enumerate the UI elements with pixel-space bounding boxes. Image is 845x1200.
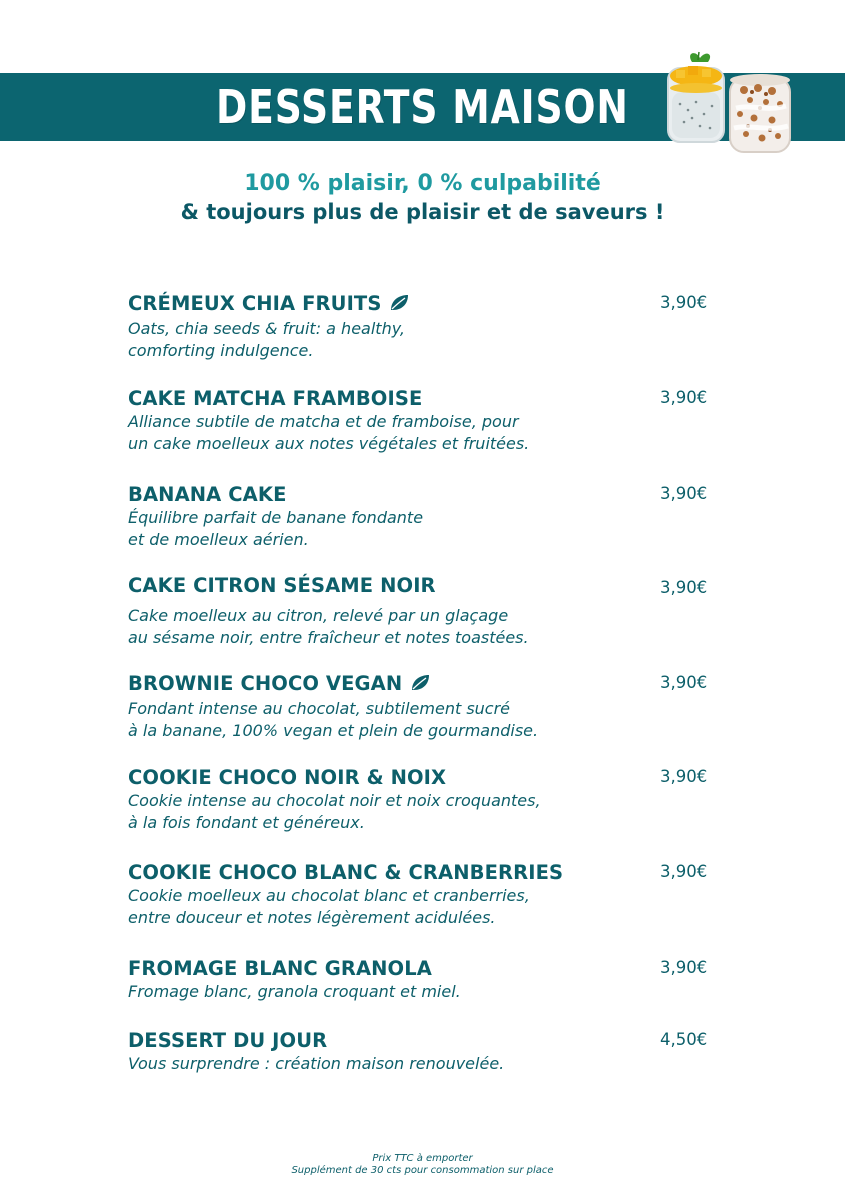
item-price: 3,90€ <box>660 673 708 692</box>
menu-item <box>128 574 728 649</box>
dessert-jars-image <box>662 48 802 160</box>
item-description: Vous surprendre : création maison renouvelée. <box>128 1054 505 1073</box>
item-name: FROMAGE BLANC GRANOLA <box>128 957 432 980</box>
menu-item <box>128 292 728 362</box>
item-description: Fondant intense au chocolat, subtilement sucré à la banane, 100% vegan et plein de gourmandise. <box>128 699 539 740</box>
item-price: 3,90€ <box>660 958 708 977</box>
item-price: 3,90€ <box>660 767 708 786</box>
item-name: CRÉMEUX CHIA FRUITS <box>128 292 382 315</box>
item-description: Cookie intense au chocolat noir et noix croquantes, à la fois fondant et généreux. <box>128 791 541 832</box>
item-description: Oats, chia seeds & fruit: a healthy, comforting indulgence. <box>128 319 406 360</box>
menu-item <box>128 1029 728 1075</box>
menu-item <box>128 861 728 929</box>
item-description: Équilibre parfait de banane fondante et de moelleux aérien. <box>128 508 424 549</box>
item-price: 4,50€ <box>660 1030 708 1049</box>
item-name: DESSERT DU JOUR <box>128 1029 328 1052</box>
item-description: Alliance subtile de matcha et de framboise, pour un cake moelleux aux notes végétales et fruitées. <box>128 412 530 453</box>
footer <box>0 1153 845 1177</box>
leaf-icon <box>389 294 409 318</box>
item-name: CAKE MATCHA FRAMBOISE <box>128 387 423 410</box>
granola-jar-icon <box>730 74 790 152</box>
item-price: 3,90€ <box>660 484 708 503</box>
item-price: 3,90€ <box>660 578 708 597</box>
menu-item <box>128 387 728 455</box>
item-name: COOKIE CHOCO BLANC & CRANBERRIES <box>128 861 564 884</box>
item-name: COOKIE CHOCO NOIR & NOIX <box>128 766 447 789</box>
item-description: Cookie moelleux au chocolat blanc et cranberries, entre douceur et notes légèrement acidulées. <box>128 886 530 927</box>
tagline-line1: 100 % plaisir, 0 % culpabilité <box>244 171 601 196</box>
footer-line1: Prix TTC à emporter <box>372 1153 473 1164</box>
item-name: CAKE CITRON SÉSAME NOIR <box>128 574 436 597</box>
item-description: Cake moelleux au citron, relevé par un glaçage au sésame noir, entre fraîcheur et notes toastées. <box>128 606 529 647</box>
leaf-icon <box>410 674 430 698</box>
page-title: DESSERTS MAISON <box>216 80 629 134</box>
menu-item <box>128 672 728 742</box>
item-name: BROWNIE CHOCO VEGAN <box>128 672 403 695</box>
item-name: BANANA CAKE <box>128 483 287 506</box>
item-price: 3,90€ <box>660 862 708 881</box>
chia-jar-icon <box>668 52 724 142</box>
item-price: 3,90€ <box>660 293 708 312</box>
tagline <box>0 170 845 226</box>
menu-item <box>128 957 728 1003</box>
item-description: Fromage blanc, granola croquant et miel. <box>128 982 461 1001</box>
tagline-line2: & toujours plus de plaisir et de saveurs ! <box>180 200 665 224</box>
item-price: 3,90€ <box>660 388 708 407</box>
menu-item <box>128 766 728 834</box>
menu-item <box>128 483 728 551</box>
footer-line2: Supplément de 30 cts pour consommation sur place <box>291 1165 554 1176</box>
